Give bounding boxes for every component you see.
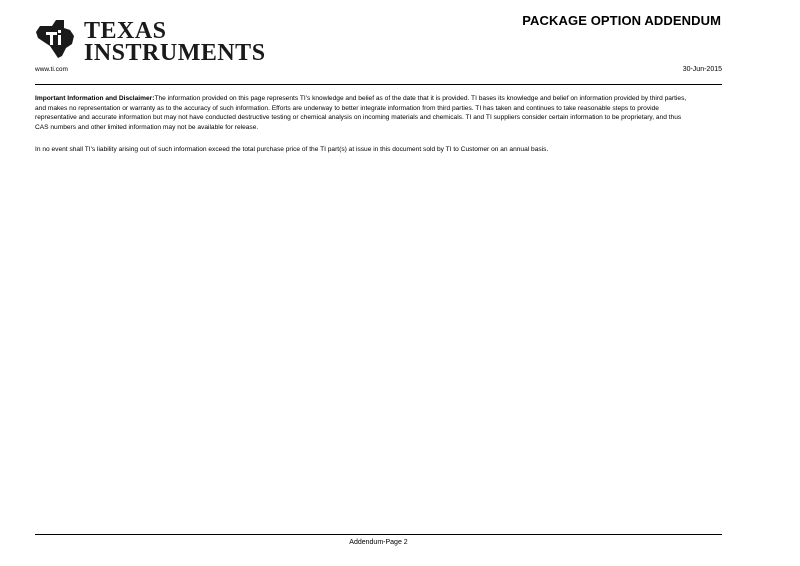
- disclaimer-heading: Important Information and Disclaimer:: [35, 95, 155, 102]
- page-number: Addendum-Page 2: [349, 539, 408, 546]
- logo-wordmark: [84, 20, 266, 64]
- document-date: 30-Jun-2015: [682, 66, 722, 73]
- disclaimer-paragraph: [35, 94, 695, 132]
- ti-logo: [34, 16, 266, 66]
- ti-state-logo-icon: [34, 16, 82, 60]
- site-url: www.ti.com: [35, 66, 68, 73]
- logo-line-texas: TEXAS: [84, 18, 167, 44]
- footer-divider: [35, 534, 722, 535]
- liability-paragraph: In no event shall TI's liability arising out of such information exceed the total purchase price of the TI part(s) at issue in this document sold by TI to Customer on an annual basis.: [35, 146, 549, 153]
- header-divider: [35, 84, 722, 85]
- logo-line-instruments: INSTRUMENTS: [84, 40, 266, 66]
- page-title: PACKAGE OPTION ADDENDUM: [522, 13, 721, 28]
- disclaimer-body: The information provided on this page represents TI's knowledge and belief as of the date that it is provided. TI bases its knowledge and belief on information provided by third parties, and makes no representation or warranty as to the accuracy of such information. Efforts are underway to better integrate information from third parties. TI has taken and continues to take reasonable steps to provide representative and accurate information but may not have conducted destructive testing or chemical analysis on incoming materials and chemicals. TI and TI suppliers consider certain information to be proprietary, and thus CAS numbers and other limited information may not be available for release.: [35, 95, 687, 131]
